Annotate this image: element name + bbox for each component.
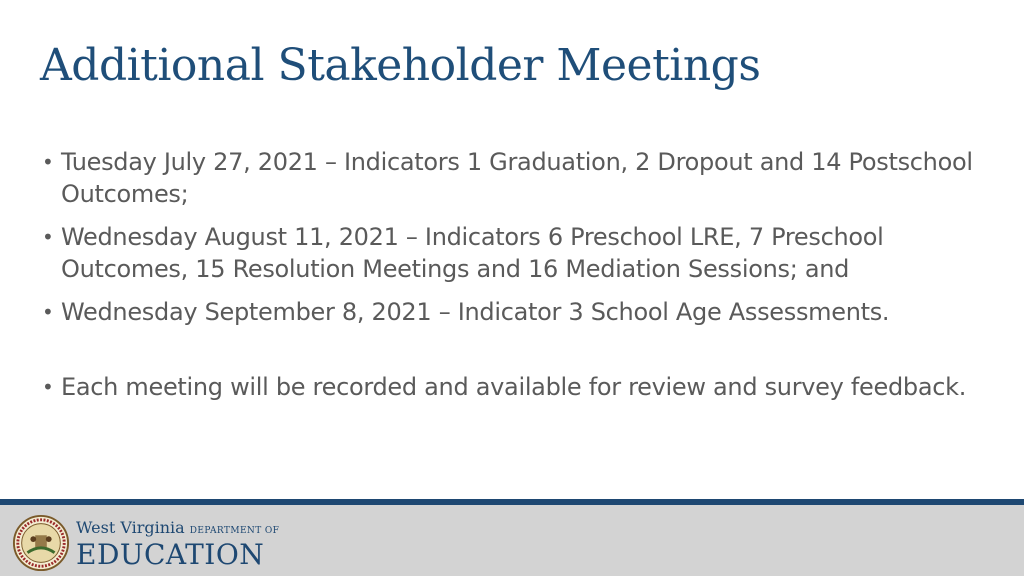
slide-title: Additional Stakeholder Meetings (40, 40, 761, 91)
agency-logo (76, 519, 279, 570)
bullet-item-3: • Wednesday September 8, 2021 – Indicator 3 School Age Assessments. (40, 296, 980, 328)
footer-band (0, 499, 1024, 576)
bullet-item-2: • Wednesday August 11, 2021 – Indicators 6 Preschool LRE, 7 Preschool Outcomes, 15 Resolution Meetings and 16 Mediation Sessions; and (40, 221, 980, 285)
bullet-item-4: • Each meeting will be recorded and available for review and survey feedback. (40, 371, 980, 403)
bullet-list (40, 146, 980, 414)
state-seal-icon (12, 514, 70, 572)
logo-department-of: DEPARTMENT OF (189, 526, 280, 536)
bullet-item-1: • Tuesday July 27, 2021 – Indicators 1 Graduation, 2 Dropout and 14 Postschool Outcomes; (40, 146, 980, 210)
logo-state-name: West Virginia (76, 518, 185, 537)
logo-education: EDUCATION (76, 538, 265, 571)
